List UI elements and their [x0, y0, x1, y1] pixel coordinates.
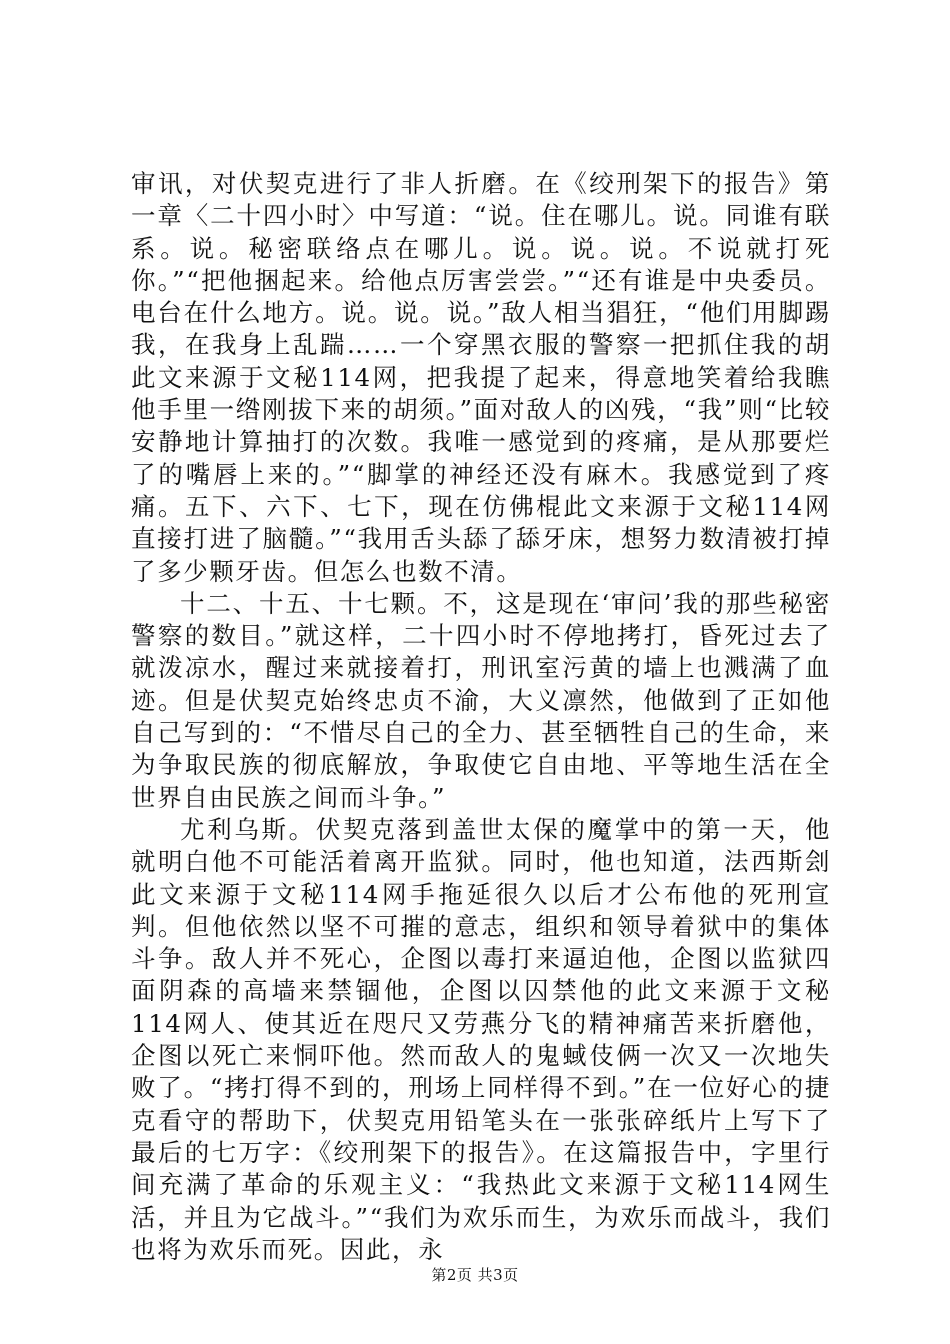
page-footer: 第2页 共3页 — [431, 1266, 519, 1284]
paragraph-1: 审讯，对伏契克进行了非人折磨。在《绞刑架下的报告》第一章〈二十四小时〉中写道：“说。住在哪儿。说。同谁有联系。说。秘密联络点在哪儿。说。说。说。不说就打死你。”“把他捆起来。给他点厉害尝尝。”“还有谁是中央委员。电台在什么地方。说。说。说。”敌人相当猖狂，“他们用脚踢我，在我身上乱踹……一个穿黑衣服的警察一把抓住我的胡此文来源于文秘114网，把我提了起来，得意地笑着给我瞧他手里一绺刚拔下来的胡须。”面对敌人的凶残，“我”则“比较安静地计算抽打的次数。我唯一感觉到的疼痛，是从那要烂了的嘴唇上来的。”“脚掌的神经还没有麻木。我感觉到了疼痛。五下、六下、七下，现在仿佛棍此文来源于文秘114网直接打进了脑髓。”“我用舌头舔了舔牙床，想努力数清被打掉了多少颗牙齿。但怎么也数不清。 — [131, 169, 831, 586]
paragraph-3: 尤利乌斯。伏契克落到盖世太保的魔掌中的第一天，他就明白他不可能活着离开监狱。同时，他也知道，法西斯刽此文来源于文秘114网手拖延很久以后才公布他的死刑宣判。但他依然以坚不可摧的意志，组织和领导着狱中的集体斗争。敌人并不死心，企图以毒打来逼迫他，企图以监狱四面阴森的高墙来禁锢他，企图以囚禁他的此文来源于文秘114网人、使其近在咫尺又劳燕分飞的精神痛苦来折磨他，企图以死亡来恫吓他。然而敌人的鬼蜮伎俩一次又一次地失败了。“拷打得不到的，刑场上同样得不到。”在一位好心的捷克看守的帮助下，伏契克用铅笔头在一张张碎纸片上写下了最后的七万字：《绞刑架下的报告》。在这篇报告中，字里行间充满了革命的乐观主义：“我热此文来源于文秘114网生活，并且为它战斗。”“我们为欢乐而生，为欢乐而战斗，我们也将为欢乐而死。因此，永 — [131, 814, 831, 1264]
document-body — [131, 168, 831, 1266]
paragraph-2: 十二、十五、十七颗。不，这是现在‘审问’我的那些秘密警察的数目。”就这样，二十四小时不停地拷打，昏死过去了就泼凉水，醒过来就接着打，刑讯室污黄的墙上也溅满了血迹。但是伏契克始终忠贞不渝，大义凛然，他做到了正如他自己写到的：“不惜尽自己的全力、甚至牺牲自己的生命，来为争取民族的彻底解放，争取使它自由地、平等地生活在全世界自由民族之间而斗争。” — [131, 588, 831, 812]
